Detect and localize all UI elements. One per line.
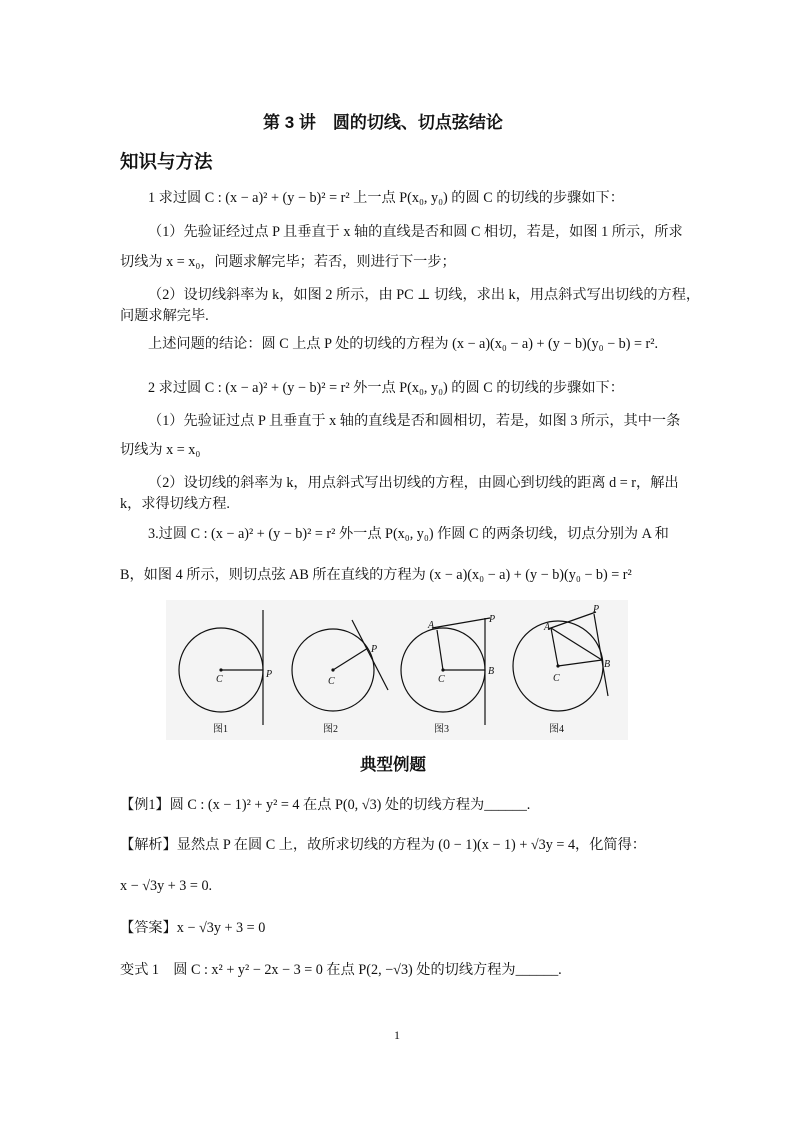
figure2-caption: 图2 xyxy=(323,724,338,735)
paragraph-6b: 切线为 x = x₀ xyxy=(120,442,201,458)
figure2-label-p: P xyxy=(371,644,378,655)
section-heading-examples: 典型例题 xyxy=(360,756,426,774)
figure2-label-c: C xyxy=(328,676,335,687)
paragraph-2b: 切线为 x = x₀，问题求解完毕；若否，则进行下一步； xyxy=(120,254,456,270)
figure3-center-dot xyxy=(441,668,444,671)
paragraph-6a: （1）先验证过点 P 且垂直于 x 轴的直线是否和圆相切，若是，如图 3 所示，其中一条 xyxy=(148,413,681,429)
paragraph-7a: （2）设切线的斜率为 k，用点斜式写出切线的方程，由圆心到切线的距离 d = r，解出 xyxy=(148,475,679,491)
figure3-caption: 图3 xyxy=(434,724,449,735)
paragraph-1: 1 求过圆 C : (x − a)² + (y − b)² = r² 上一点 P(x₀, y₀) 的圆 C 的切线的步骤如下： xyxy=(148,190,624,206)
figure4-label-c: C xyxy=(553,673,560,684)
tangent-figures xyxy=(166,600,628,740)
figure4-center-dot xyxy=(556,664,559,667)
example-analysis-b: x − √3y + 3 = 0. xyxy=(120,878,213,894)
example-question: 【例1】圆 C : (x − 1)² + y² = 4 在点 P(0, √3) 处的切线方程为______. xyxy=(120,797,531,813)
figure2-center-dot xyxy=(331,668,334,671)
figure3-label-a: A xyxy=(428,620,435,631)
page-number: 1 xyxy=(394,1028,400,1042)
figure3-label-c: C xyxy=(438,674,445,685)
figure4-label-a: A xyxy=(544,622,551,633)
example-analysis-a: 【解析】显然点 P 在圆 C 上，故所求切线的方程为 (0 − 1)(x − 1) + √3y = 4，化简得： xyxy=(120,837,646,853)
variant-question: 变式 1 圆 C : x² + y² − 2x − 3 = 0 在点 P(2, −√3) 处的切线方程为______. xyxy=(120,962,562,978)
figure1-label-c: C xyxy=(216,674,223,685)
page-title: 第 3 讲 圆的切线、切点弦结论 xyxy=(263,113,503,132)
figure3-label-b: B xyxy=(488,666,495,677)
figure1-caption: 图1 xyxy=(213,724,228,735)
example-answer: 【答案】x − √3y + 3 = 0 xyxy=(120,920,266,936)
paragraph-3a: （2）设切线斜率为 k，如图 2 所示，由 PC ⊥ 切线，求出 k，用点斜式写出切线的方程， xyxy=(148,287,701,303)
figure1-label-p: P xyxy=(266,669,273,680)
paragraph-4: 上述问题的结论：圆 C 上点 P 处的切线的方程为 (x − a)(x₀ − a) + (y − b)(y₀ − b) = r². xyxy=(148,336,659,352)
paragraph-8a: 3.过圆 C : (x − a)² + (y − b)² = r² 外一点 P(x₀, y₀) 作圆 C 的两条切线，切点分别为 A 和 xyxy=(148,526,669,542)
paragraph-8b: B，如图 4 所示，则切点弦 AB 所在直线的方程为 (x − a)(x₀ − a) + (y − b)(y₀ − b) = r² xyxy=(120,567,632,583)
paragraph-7b: k，求得切线方程. xyxy=(120,496,230,512)
figure3-label-p: P xyxy=(489,614,496,625)
paragraph-5: 2 求过圆 C : (x − a)² + (y − b)² = r² 外一点 P(x₀, y₀) 的圆 C 的切线的步骤如下： xyxy=(148,380,624,396)
section-heading-knowledge: 知识与方法 xyxy=(120,151,213,172)
figure4-label-p: P xyxy=(593,604,600,615)
paragraph-2a: （1）先验证经过点 P 且垂直于 x 轴的直线是否和圆 C 相切，若是，如图 1 所示，所求 xyxy=(148,224,683,240)
paragraph-3b: 问题求解完毕. xyxy=(120,308,209,324)
figure1-center-dot xyxy=(219,668,222,671)
figure4-label-b: B xyxy=(604,659,611,670)
figure4-caption: 图4 xyxy=(549,724,564,735)
